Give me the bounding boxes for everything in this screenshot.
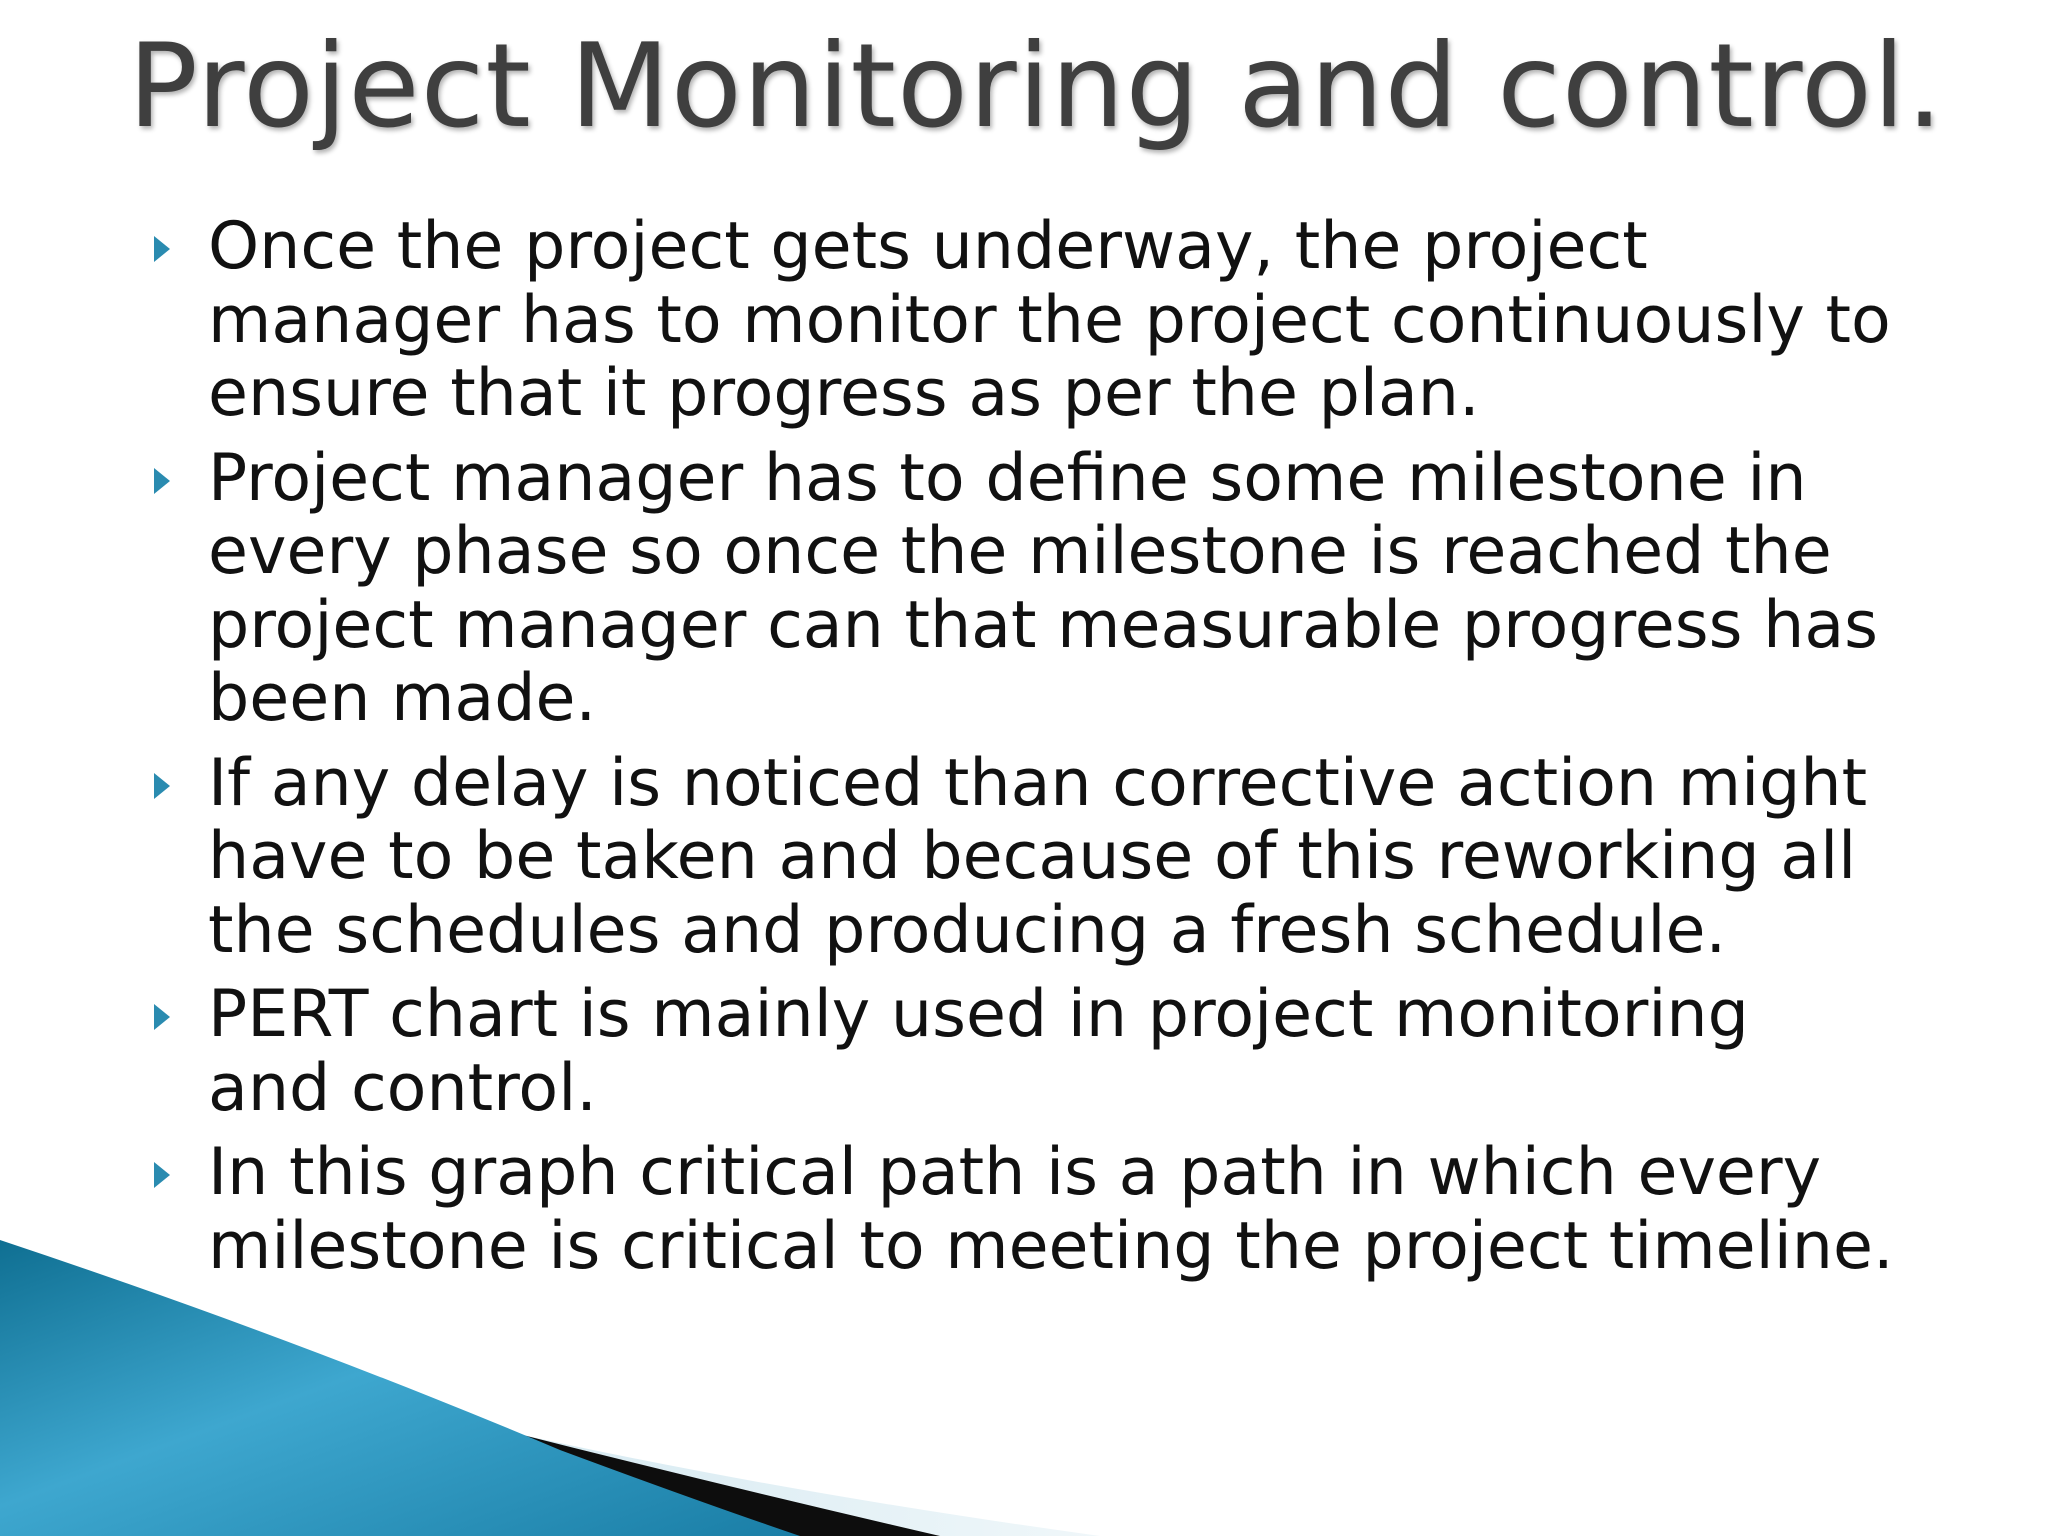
bullet-list <box>148 210 2028 1294</box>
bullet-item <box>148 978 2028 1125</box>
bullet-line: project manager can that measurable progress has <box>208 587 1879 663</box>
bullet-item <box>148 442 2028 736</box>
bullet-line: Project manager has to define some milestone in <box>208 440 1807 516</box>
bullet-item <box>148 747 2028 968</box>
bullet-line: ensure that it progress as per the plan. <box>208 356 1480 431</box>
bullet-line: the schedules and producing a fresh schedule. <box>208 892 1727 968</box>
bullet-line: been made. <box>208 661 597 736</box>
bullet-line: Once the project gets underway, the project <box>208 209 1648 284</box>
bullet-line: every phase so once the milestone is reached the <box>208 514 1832 589</box>
triangle-right-icon <box>154 468 170 494</box>
triangle-right-icon <box>154 773 170 799</box>
triangle-right-icon <box>154 1162 170 1188</box>
bullet-line: PERT chart is mainly used in project monitoring <box>208 977 1749 1052</box>
decorative-corner-swoosh <box>0 1240 1100 1536</box>
bullet-line: manager has to monitor the project continuously to <box>208 282 1891 358</box>
triangle-right-icon <box>154 236 170 262</box>
bullet-line: have to be taken and because of this reworking all <box>208 819 1857 894</box>
bullet-item <box>148 210 2028 431</box>
bullet-line: If any delay is noticed than corrective action might <box>208 745 1868 821</box>
bullet-line: In this graph critical path is a path in which every <box>208 1135 1822 1210</box>
bullet-line: and control. <box>208 1050 597 1126</box>
bullet-line: milestone is critical to meeting the project timeline. <box>208 1208 1894 1284</box>
slide-title: Project Monitoring and control. <box>128 19 1945 154</box>
triangle-right-icon <box>154 1004 170 1030</box>
